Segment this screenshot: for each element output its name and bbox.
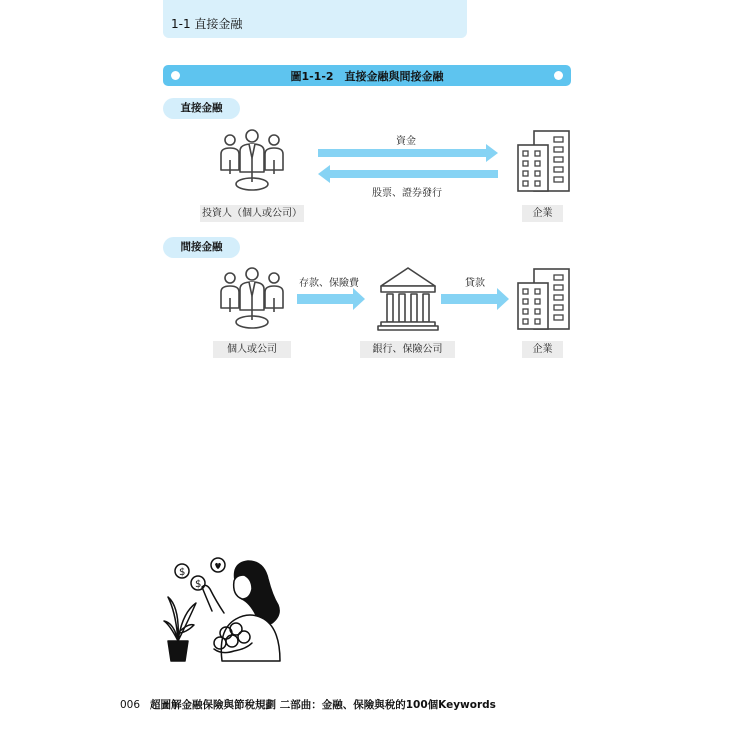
section-title: 1-1 直接金融 xyxy=(171,17,243,31)
page-number: 006 xyxy=(120,699,141,711)
direct-arrows xyxy=(318,143,498,183)
bank-insurer-label: 銀行、保險公司 xyxy=(360,341,455,358)
individuals-group-icon xyxy=(218,266,286,332)
book-title: 超圖解金融保險與節稅規劃 二部曲：金融、保險與稅的100個Keywords xyxy=(150,699,496,711)
deposit-premium-label: 存款、保險費 xyxy=(299,278,359,289)
page-footer xyxy=(120,697,496,712)
stock-issue-arrow-left xyxy=(318,165,498,183)
figure-title: 圖1-1-2 直接金融與間接金融 xyxy=(290,70,444,83)
direct-finance-heading: 直接金融 xyxy=(163,98,240,119)
svg-text:$: $ xyxy=(195,579,202,590)
company-label-indirect: 企業 xyxy=(522,341,563,358)
loan-arrow xyxy=(441,288,509,310)
woman-with-coins-illustration xyxy=(160,553,285,663)
loan-label: 貸款 xyxy=(465,278,485,289)
investors-group-icon xyxy=(218,128,286,194)
investor-label: 投資人（個人或公司） xyxy=(200,205,304,222)
company-building-icon xyxy=(516,267,572,331)
deposit-arrow xyxy=(297,288,365,310)
bank-icon xyxy=(377,266,439,332)
funds-label: 資金 xyxy=(396,136,416,147)
bullet-dot-right xyxy=(554,71,563,80)
svg-text:$: $ xyxy=(179,567,186,578)
individual-label: 個人或公司 xyxy=(213,341,291,358)
stock-issue-label: 股票、證券發行 xyxy=(372,188,442,199)
figure-title-bar xyxy=(163,65,571,86)
company-building-icon xyxy=(516,129,572,193)
section-header-tab xyxy=(163,0,467,38)
company-label-direct: 企業 xyxy=(522,205,563,222)
indirect-finance-heading: 間接金融 xyxy=(163,237,240,258)
